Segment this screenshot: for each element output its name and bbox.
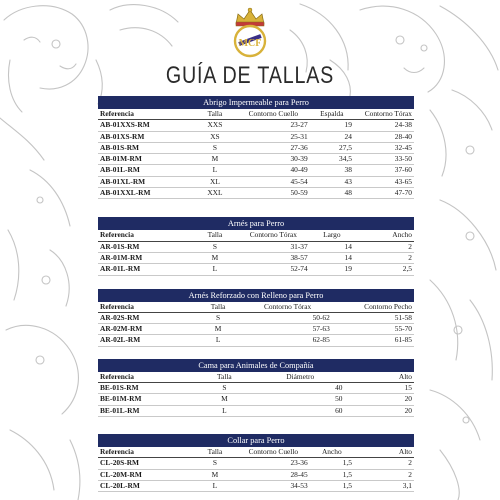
table-cell: 2 xyxy=(354,469,414,480)
table-row xyxy=(98,312,414,323)
table-cell: 31-37 xyxy=(237,241,310,252)
table-cell: 43 xyxy=(310,176,354,187)
section-collar xyxy=(98,434,414,492)
table-row xyxy=(98,324,414,335)
section-title: Abrigo Impermeable para Perro xyxy=(98,96,414,109)
table-cell: AR-01L-RM xyxy=(98,264,193,275)
size-table xyxy=(98,447,414,492)
table-row xyxy=(98,188,414,199)
table-cell: 50 xyxy=(256,394,344,405)
size-table xyxy=(98,230,414,275)
table-cell: L xyxy=(193,165,237,176)
table-cell: 34-53 xyxy=(237,480,310,491)
table-row xyxy=(98,120,414,131)
column-header: Talla xyxy=(193,302,244,313)
table-cell: 25-31 xyxy=(237,131,310,142)
size-table xyxy=(98,109,414,199)
column-header: Contorno Tórax xyxy=(237,230,310,241)
table-cell: L xyxy=(193,480,237,491)
table-cell: XL xyxy=(193,176,237,187)
column-header: Referencia xyxy=(98,230,193,241)
table-cell: 15 xyxy=(344,383,414,394)
table-cell: 30-39 xyxy=(237,154,310,165)
size-table xyxy=(98,302,414,347)
table-cell: 27,5 xyxy=(310,142,354,153)
column-header: Contorno Pecho xyxy=(332,302,414,313)
column-header: Contorno Tórax xyxy=(243,302,331,313)
table-cell: AR-02S-RM xyxy=(98,312,193,323)
table-cell: AB-01M-RM xyxy=(98,154,193,165)
table-cell: M xyxy=(193,252,237,263)
table-cell: BE-01L-RM xyxy=(98,405,193,416)
table-cell: AR-02M-RM xyxy=(98,324,193,335)
table-cell: S xyxy=(193,142,237,153)
table-cell: AB-01XXS-RM xyxy=(98,120,193,131)
table-cell: 27-36 xyxy=(237,142,310,153)
size-guide-tables xyxy=(98,96,414,492)
column-header: Ancho xyxy=(354,230,414,241)
table-cell: 48 xyxy=(310,188,354,199)
table-cell: BE-01S-RM xyxy=(98,383,193,394)
table-cell: 38-57 xyxy=(237,252,310,263)
table-cell: 1,5 xyxy=(310,469,354,480)
table-cell: 2 xyxy=(354,458,414,469)
section-raincoat xyxy=(98,96,414,199)
table-cell: AB-01XL-RM xyxy=(98,176,193,187)
column-header: Diámetro xyxy=(256,372,344,383)
table-cell: 24-38 xyxy=(354,120,414,131)
column-header: Alto xyxy=(344,372,414,383)
section-title: Arnés Reforzado con Relleno para Perro xyxy=(98,289,414,302)
section-title: Collar para Perro xyxy=(98,434,414,447)
table-cell: 14 xyxy=(310,241,354,252)
table-cell: 3,1 xyxy=(354,480,414,491)
table-cell: 60 xyxy=(256,405,344,416)
table-cell: 20 xyxy=(344,394,414,405)
table-cell: CL-20S-RM xyxy=(98,458,193,469)
table-cell: 40 xyxy=(256,383,344,394)
column-header: Talla xyxy=(193,230,237,241)
column-header: Contorno Cuello xyxy=(237,447,310,458)
table-cell: AB-01L-RM xyxy=(98,165,193,176)
table-cell: 1,5 xyxy=(310,458,354,469)
column-header: Talla xyxy=(193,447,237,458)
table-row xyxy=(98,154,414,165)
table-row xyxy=(98,176,414,187)
table-row xyxy=(98,480,414,491)
table-cell: 45-54 xyxy=(237,176,310,187)
table-cell: 52-74 xyxy=(237,264,310,275)
table-cell: 2,5 xyxy=(354,264,414,275)
table-cell: 19 xyxy=(310,264,354,275)
table-row xyxy=(98,458,414,469)
page-title: GUÍA DE TALLAS xyxy=(165,62,335,89)
table-cell: AB-01XXL-RM xyxy=(98,188,193,199)
column-header: Referencia xyxy=(98,302,193,313)
section-padded-harness xyxy=(98,289,414,347)
table-cell: AR-01M-RM xyxy=(98,252,193,263)
size-table xyxy=(98,372,414,417)
table-cell: XS xyxy=(193,131,237,142)
table-cell: S xyxy=(193,458,237,469)
table-cell: 23-27 xyxy=(237,120,310,131)
table-cell: 34,5 xyxy=(310,154,354,165)
table-cell: 2 xyxy=(354,241,414,252)
column-header: Referencia xyxy=(98,447,193,458)
table-cell: XXS xyxy=(193,120,237,131)
table-row xyxy=(98,165,414,176)
table-row xyxy=(98,335,414,346)
table-cell: AR-02L-RM xyxy=(98,335,193,346)
table-cell: 20 xyxy=(344,405,414,416)
section-title: Cama para Animales de Compañía xyxy=(98,359,414,372)
column-header: Referencia xyxy=(98,109,193,120)
table-cell: AB-01S-RM xyxy=(98,142,193,153)
table-cell: 32-45 xyxy=(354,142,414,153)
table-cell: 14 xyxy=(310,252,354,263)
table-cell: 2 xyxy=(354,252,414,263)
section-harness xyxy=(98,217,414,275)
table-cell: AR-01S-RM xyxy=(98,241,193,252)
table-cell: M xyxy=(193,394,256,405)
table-cell: 43-65 xyxy=(354,176,414,187)
table-cell: XXL xyxy=(193,188,237,199)
table-cell: 50-62 xyxy=(243,312,331,323)
column-header: Contorno Cuello xyxy=(237,109,310,120)
section-pet-bed xyxy=(98,359,414,417)
table-cell: 19 xyxy=(310,120,354,131)
table-row xyxy=(98,241,414,252)
column-header: Largo xyxy=(310,230,354,241)
table-row xyxy=(98,383,414,394)
column-header: Espalda xyxy=(310,109,354,120)
table-cell: L xyxy=(193,335,244,346)
table-cell: L xyxy=(193,405,256,416)
table-header-row xyxy=(98,447,414,458)
table-cell: AB-01XS-RM xyxy=(98,131,193,142)
table-cell: M xyxy=(193,324,244,335)
section-title: Arnés para Perro xyxy=(98,217,414,230)
table-cell: 33-50 xyxy=(354,154,414,165)
table-cell: 47-70 xyxy=(354,188,414,199)
table-cell: L xyxy=(193,264,237,275)
table-cell: S xyxy=(193,383,256,394)
column-header: Ancho xyxy=(310,447,354,458)
table-cell: 1,5 xyxy=(310,480,354,491)
table-cell: 57-63 xyxy=(243,324,331,335)
table-row xyxy=(98,469,414,480)
table-cell: S xyxy=(193,241,237,252)
table-cell: M xyxy=(193,154,237,165)
column-header: Contorno Tórax xyxy=(354,109,414,120)
table-cell: 50-59 xyxy=(237,188,310,199)
table-cell: 37-60 xyxy=(354,165,414,176)
table-header-row xyxy=(98,230,414,241)
table-cell: S xyxy=(193,312,244,323)
table-row xyxy=(98,264,414,275)
table-header-row xyxy=(98,372,414,383)
column-header: Referencia xyxy=(98,372,193,383)
table-cell: 24 xyxy=(310,131,354,142)
table-row xyxy=(98,252,414,263)
club-crest-logo xyxy=(228,6,272,60)
table-cell: 23-36 xyxy=(237,458,310,469)
table-row xyxy=(98,142,414,153)
svg-text:MCF: MCF xyxy=(238,38,262,49)
table-row xyxy=(98,405,414,416)
table-cell: 62-85 xyxy=(243,335,331,346)
table-cell: 40-49 xyxy=(237,165,310,176)
table-cell: BE-01M-RM xyxy=(98,394,193,405)
table-cell: 55-70 xyxy=(332,324,414,335)
table-cell: M xyxy=(193,469,237,480)
table-row xyxy=(98,394,414,405)
table-row xyxy=(98,131,414,142)
table-cell: 51-58 xyxy=(332,312,414,323)
table-header-row xyxy=(98,109,414,120)
column-header: Alto xyxy=(354,447,414,458)
table-cell: 28-45 xyxy=(237,469,310,480)
table-cell: 28-40 xyxy=(354,131,414,142)
table-header-row xyxy=(98,302,414,313)
column-header: Talla xyxy=(193,372,256,383)
table-cell: CL-20L-RM xyxy=(98,480,193,491)
table-cell: CL-20M-RM xyxy=(98,469,193,480)
column-header: Talla xyxy=(193,109,237,120)
table-cell: 38 xyxy=(310,165,354,176)
table-cell: 61-85 xyxy=(332,335,414,346)
